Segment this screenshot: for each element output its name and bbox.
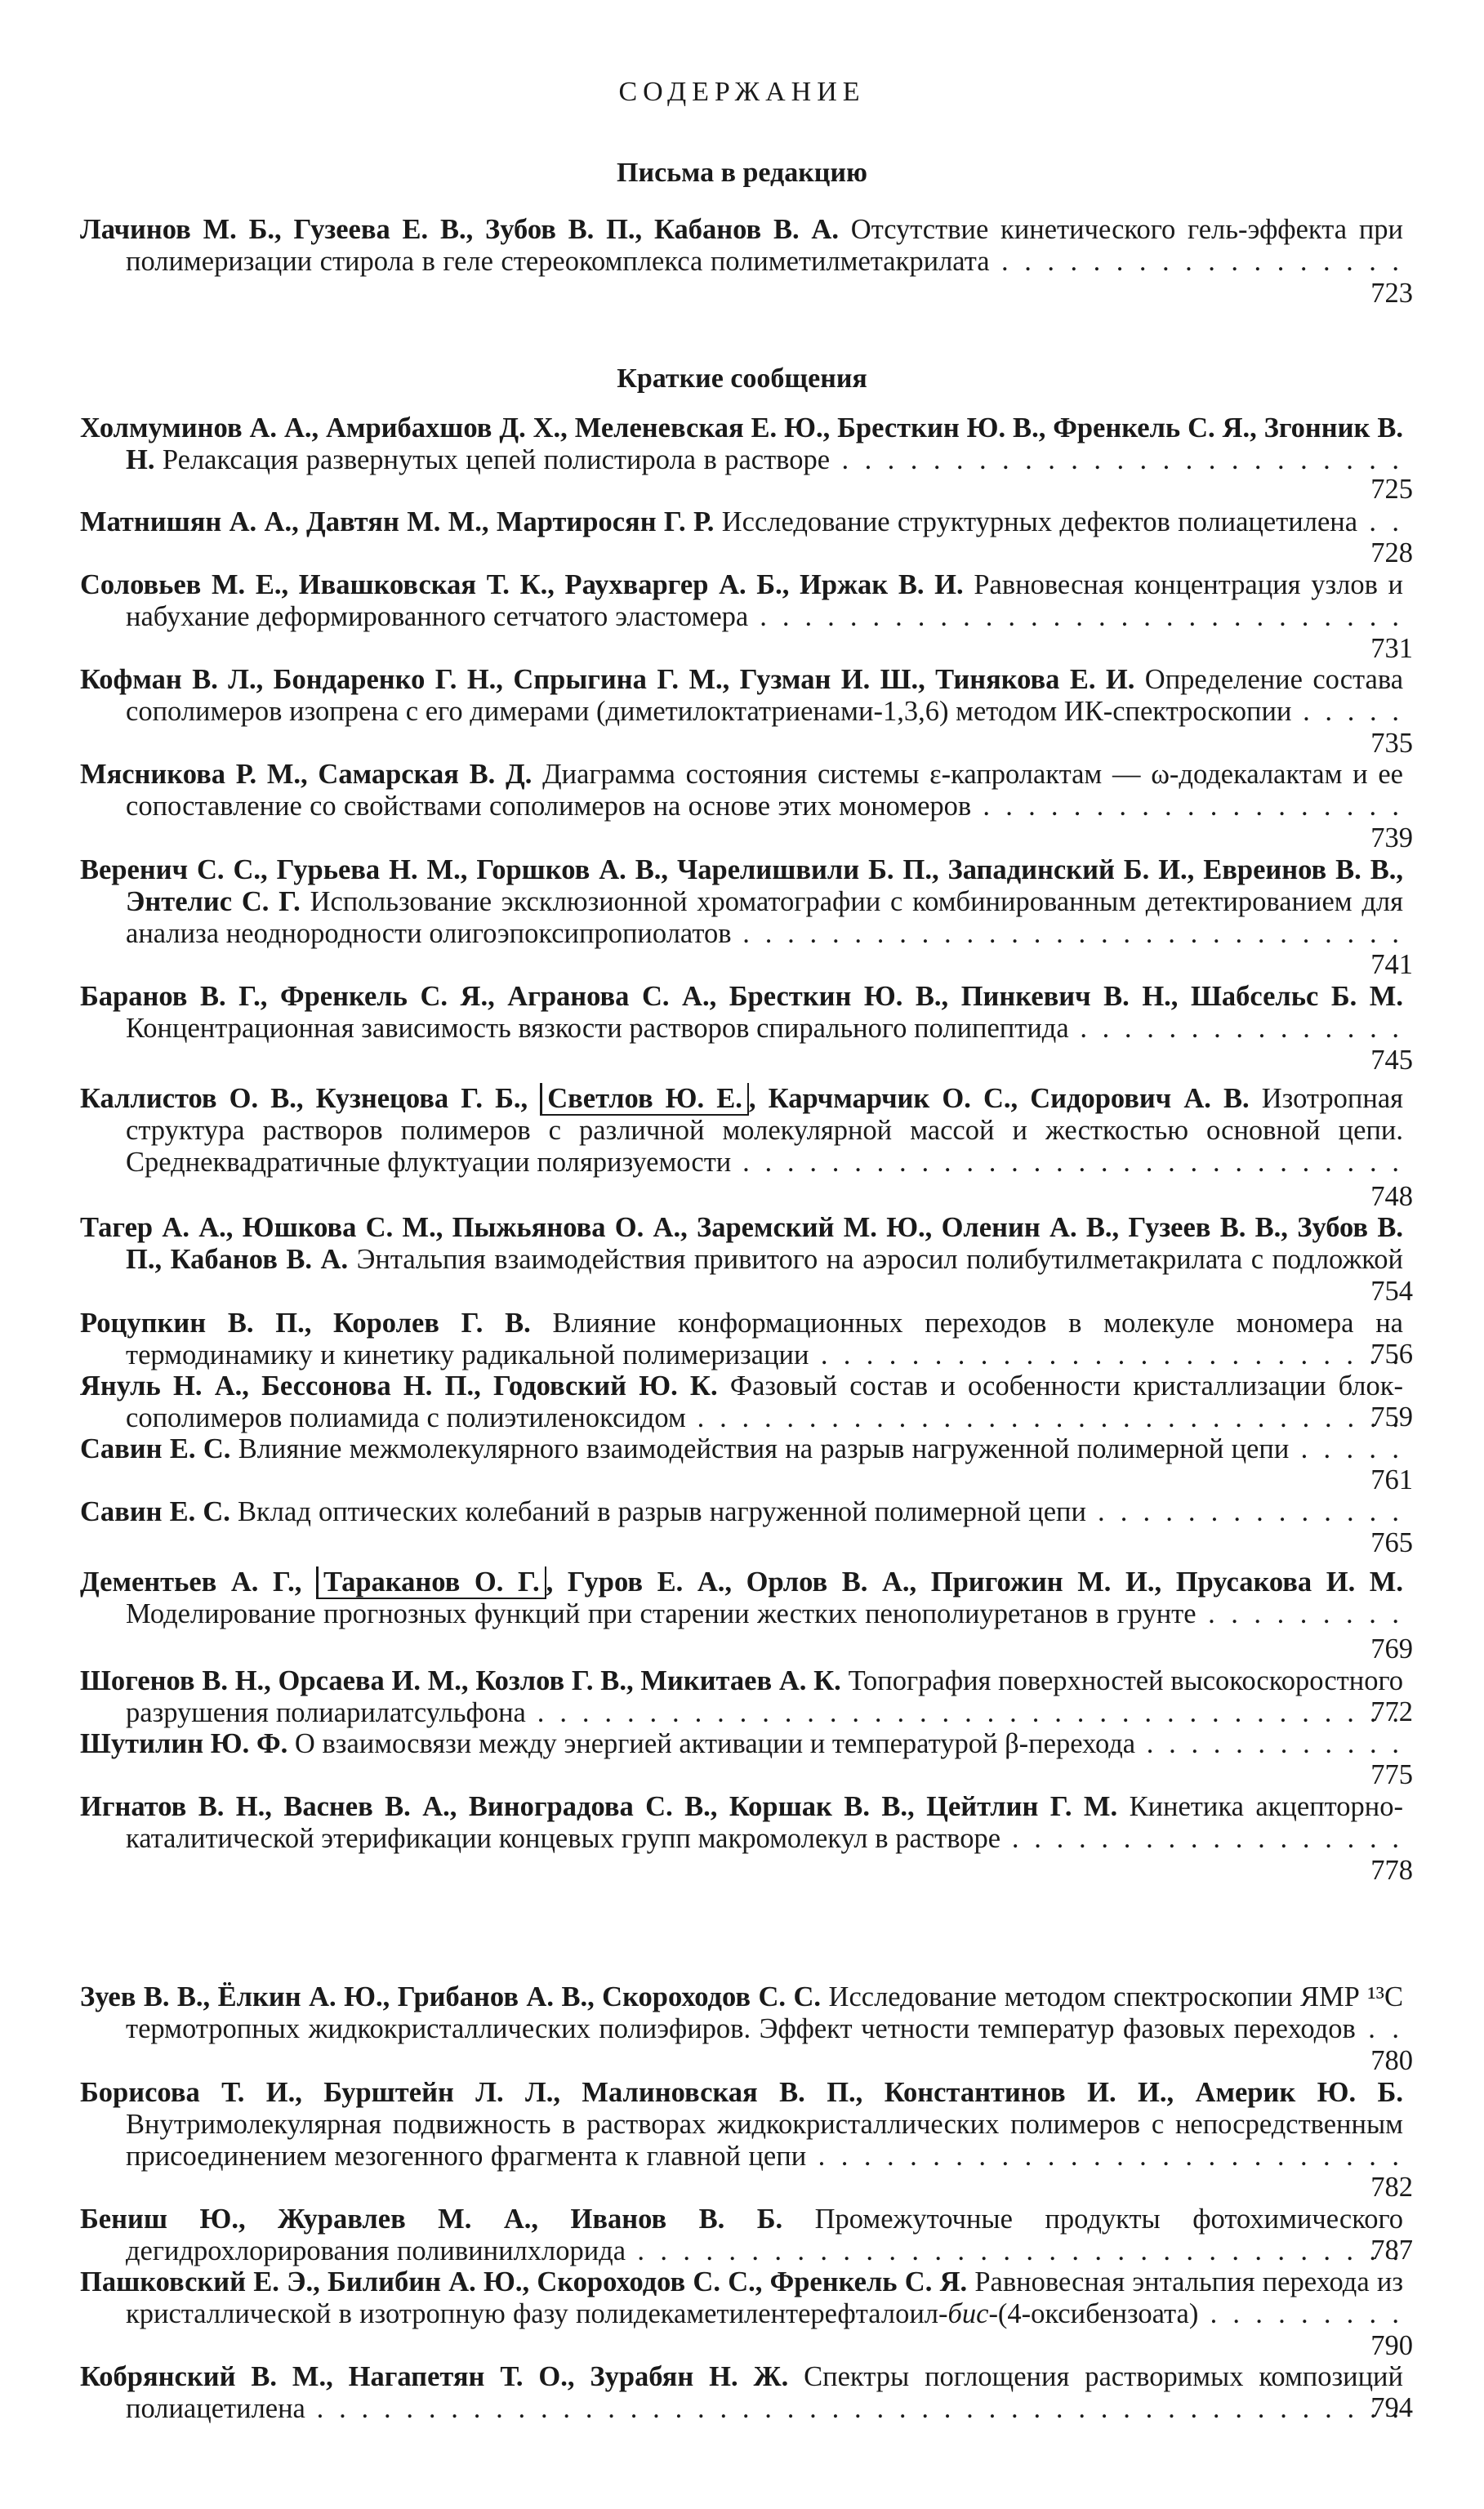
entry-title: Концентрационная зависимость вязкости растворов спирального полипептида . . . bbox=[126, 1013, 1403, 1045]
entry-authors: Зуев В. В., Ёлкин А. Ю., Грибанов А. В., Скороходов С. С. bbox=[80, 1981, 822, 2012]
entry-title: Релаксация развернутых цепей полистирола в растворе . . . bbox=[126, 444, 1403, 476]
section-heading-letters: Письма в редакцию bbox=[617, 158, 867, 188]
entry-authors: Кобрянский В. М., Нагапетян Т. О., Зурабян Н. Ж. bbox=[80, 2361, 789, 2392]
toc-entry bbox=[80, 412, 1403, 476]
entry-title-italic: бис bbox=[947, 2297, 989, 2329]
entry-authors-a: Каллистов О. В., Кузнецова Г. Б., bbox=[80, 1083, 528, 1114]
toc-entry bbox=[80, 1083, 1403, 1178]
entry-authors: Борисова Т. И., Бурштейн Л. Л., Малиновская В. П., Константинов И. И., Америк Ю. Б. bbox=[80, 2077, 1403, 2108]
entry-authors: Лачинов М. Б., Гузеева Е. В., Зубов В. П., Кабанов В. А. bbox=[80, 214, 839, 245]
toc-entry bbox=[80, 569, 1403, 633]
entry-authors: Веренич С. С., Гурьева Н. М., Горшков А. В., Чарелишвили Б. П., Западинский Б. И., Евреинов В. В., Энтелис С. Г. bbox=[80, 854, 1403, 917]
entry-title: Внутримолекулярная подвижность в растворах жидкокристаллических полимеров с непосредственным присоединением мезогенного фрагмента к главной цепи . . . bbox=[126, 2109, 1403, 2172]
entry-authors: Януль Н. А., Бессонова Н. П., Годовский Ю. К. bbox=[80, 1370, 718, 1402]
entry-title: Определение состава сополимеров изопрена с его димерами (диметилоктатриенами-1,3,6) методом ИК-спектроскопии . . . bbox=[126, 664, 1403, 728]
toc-entry bbox=[80, 1665, 1403, 1729]
toc-entry bbox=[80, 1728, 1403, 1760]
entry-title: Отсутствие кинетического гель-эффекта при полимеризации стирола в геле стереокомплекса полиметилметакрилата . . . bbox=[126, 214, 1403, 278]
entry-page-number: 775 bbox=[1370, 1759, 1413, 1790]
entry-title: Моделирование прогнозных функций при старении жестких пенополиуретанов в грунте . . . bbox=[126, 1598, 1403, 1630]
toc-entry bbox=[80, 759, 1403, 822]
entry-page-number: 772 bbox=[1370, 1696, 1413, 1727]
toc-entry bbox=[80, 214, 1403, 278]
section-heading-short-communications: Краткие сообщения bbox=[617, 363, 867, 394]
entry-title: О взаимосвязи между энергией активации и температурой β-перехода . . . bbox=[126, 1728, 1403, 1760]
page-title: СОДЕРЖАНИЕ bbox=[618, 77, 866, 107]
entry-page-number: 739 bbox=[1370, 822, 1413, 853]
entry-title: Равновесная концентрация узлов и набухание деформированного сетчатого эластомера . . . bbox=[126, 569, 1403, 633]
entry-page-number: 759 bbox=[1370, 1402, 1413, 1433]
entry-authors: Савин Е. С. bbox=[80, 1433, 231, 1464]
entry-title: Фазовый состав и особенности кристаллизации блок-сополимеров полиамида с полиэтиленоксидом . . . bbox=[126, 1370, 1403, 1434]
toc-entry bbox=[80, 981, 1403, 1045]
entry-page-number: 778 bbox=[1370, 1855, 1413, 1886]
entry-title-part: -(4-оксибензоата) bbox=[988, 2297, 1199, 2329]
toc-entry bbox=[80, 2204, 1403, 2267]
entry-page-number: 723 bbox=[1370, 278, 1413, 309]
toc-entry bbox=[80, 1791, 1403, 1855]
entry-title: Энтальпия взаимодействия привитого на аэросил полибутилметакрилата с подложкой . . . bbox=[126, 1244, 1403, 1276]
entry-authors: Тагер А. А., Юшкова С. М., Пыжьянова О. А., Заремский М. Ю., Оленин А. В., Гузеев В. В., Зубов В. П., Кабанов В. А. bbox=[80, 1212, 1403, 1275]
entry-page-number: 756 bbox=[1370, 1339, 1413, 1370]
toc-entry bbox=[80, 1370, 1403, 1434]
entry-page-number: 741 bbox=[1370, 949, 1413, 980]
entry-title: Кинетика акцепторно-каталитической этерификации концевых групп макромолекул в растворе . . . bbox=[126, 1791, 1403, 1855]
entry-authors: Кофман В. Л., Бондаренко Г. Н., Спрыгина Г. М., Гузман И. Ш., Тинякова Е. И. bbox=[80, 664, 1135, 695]
entry-authors: Шогенов В. Н., Орсаева И. М., Козлов Г. В., Микитаев А. К. bbox=[80, 1665, 841, 1696]
entry-title: Диаграмма состояния системы ε-капролактам — ω-додекалактам и ее сопоставление со свойствами сополимеров на основе этих мономеров . . . bbox=[126, 759, 1403, 822]
entry-title: Вклад оптических колебаний в разрыв нагруженной полимерной цепи . . . bbox=[126, 1496, 1403, 1528]
entry-authors-boxed: Светлов Ю. Е. bbox=[540, 1083, 749, 1116]
entry-authors: Пашковский Е. Э., Билибин А. Ю., Скороходов С. С., Френкель С. Я. bbox=[80, 2266, 968, 2297]
entry-authors: Матнишян А. А., Давтян М. М., Мартиросян Г. Р. bbox=[80, 506, 715, 537]
toc-entry bbox=[80, 2266, 1403, 2330]
toc-entry bbox=[80, 1212, 1403, 1276]
entry-title: Спектры поглощения растворимых композиций полиацетилена . . . bbox=[126, 2361, 1403, 2425]
entry-page-number: 765 bbox=[1370, 1527, 1413, 1558]
entry-page-number: 754 bbox=[1370, 1276, 1413, 1307]
entry-title: Исследование методом спектроскопии ЯМР ¹³С термотропных жидкокристаллических полиэфиров. Эффект четности температур фазовых переходов . . . bbox=[126, 1981, 1403, 2045]
entry-authors: Соловьев М. Е., Ивашковская Т. К., Раухваргер А. Б., Иржак В. И. bbox=[80, 569, 964, 600]
entry-title: Использование эксклюзионной хроматографии с комбинированным детектированием для анализа неоднородности олигоэпоксипропиолатов . . . bbox=[126, 886, 1403, 949]
entry-page-number: 790 bbox=[1370, 2330, 1413, 2361]
entry-page-number: 725 bbox=[1370, 474, 1413, 505]
entry-title: Исследование структурных дефектов полиацетилена . . . bbox=[126, 506, 1403, 538]
entry-title: Влияние конформационных переходов в молекуле мономера на термодинамику и кинетику радикальной полимеризации . . . bbox=[126, 1308, 1403, 1371]
entry-page-number: 761 bbox=[1370, 1464, 1413, 1495]
entry-page-number: 780 bbox=[1370, 2045, 1413, 2076]
entry-title: Влияние межмолекулярного взаимодействия на разрыв нагруженной полимерной цепи . . . bbox=[126, 1433, 1403, 1465]
entry-authors: Бениш Ю., Журавлев М. А., Иванов В. Б. bbox=[80, 2204, 783, 2235]
entry-page-number: 782 bbox=[1370, 2172, 1413, 2203]
entry-page-number: 769 bbox=[1370, 1633, 1413, 1664]
toc-entry bbox=[80, 1566, 1403, 1630]
entry-authors: Холмуминов А. А., Амрибахшов Д. Х., Меленевская Е. Ю., Бресткин Ю. В., Френкель С. Я., Згонник В. Н. bbox=[80, 412, 1403, 475]
entry-title: Изотропная структура растворов полимеров с различной молекулярной массой и жесткостью основной цепи. Среднеквадратичные флуктуации поляризуемости . . . bbox=[126, 1083, 1403, 1178]
entry-page-number: 745 bbox=[1370, 1045, 1413, 1076]
entry-authors-boxed: Тараканов О. Г. bbox=[316, 1566, 546, 1599]
toc-entry bbox=[80, 2361, 1403, 2425]
entry-page-number: 728 bbox=[1370, 537, 1413, 568]
toc-entry bbox=[80, 1308, 1403, 1371]
entry-title: Топография поверхностей высокоскоростного разрушения полиарилатсульфона . . . bbox=[126, 1665, 1403, 1729]
entry-page-number: 794 bbox=[1370, 2392, 1413, 2423]
entry-authors-b: , Карчмарчик О. С., Сидорович А. В. bbox=[748, 1083, 1250, 1114]
toc-entry bbox=[80, 2077, 1403, 2172]
entry-title-part: Равновесная энтальпия перехода из кристаллической в изотропную фазу полидекаметилентерефталоил- bbox=[126, 2266, 1403, 2329]
toc-entry bbox=[80, 506, 1403, 538]
entry-authors-a: Дементьев А. Г., bbox=[80, 1566, 302, 1598]
entry-authors: Баранов В. Г., Френкель С. Я., Агранова С. А., Бресткин Ю. В., Пинкевич В. Н., Шабсельс Б. М. bbox=[80, 981, 1403, 1012]
toc-entry bbox=[80, 1496, 1403, 1528]
entry-page-number: 735 bbox=[1370, 728, 1413, 759]
toc-entry bbox=[80, 854, 1403, 949]
toc-entry bbox=[80, 1433, 1403, 1465]
toc-entry bbox=[80, 1981, 1403, 2045]
entry-authors: Роцупкин В. П., Королев Г. В. bbox=[80, 1308, 531, 1339]
entry-authors: Мясникова Р. М., Самарская В. Д. bbox=[80, 759, 533, 790]
entry-authors: Игнатов В. Н., Васнев В. А., Виноградова С. В., Коршак В. В., Цейтлин Г. М. bbox=[80, 1791, 1118, 1822]
entry-authors: Шутилин Ю. Ф. bbox=[80, 1728, 288, 1759]
entry-page-number: 748 bbox=[1370, 1181, 1413, 1212]
entry-authors: Савин Е. С. bbox=[80, 1496, 230, 1527]
entry-authors-b: , Гуров Е. А., Орлов В. А., Пригожин М. И., Прусакова И. М. bbox=[546, 1566, 1403, 1598]
toc-entry bbox=[80, 664, 1403, 728]
entry-title: Промежуточные продукты фотохимического дегидрохлорирования поливинилхлорида . . . bbox=[126, 2204, 1403, 2267]
entry-page-number: 731 bbox=[1370, 633, 1413, 664]
entry-page-number: 787 bbox=[1370, 2235, 1413, 2266]
